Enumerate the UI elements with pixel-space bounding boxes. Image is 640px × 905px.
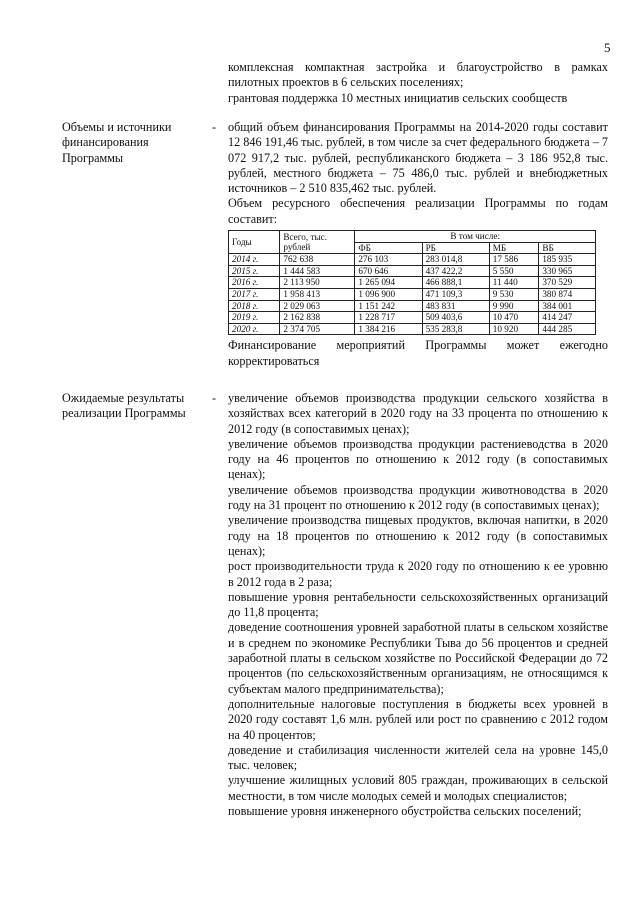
funding-content — [228, 120, 608, 369]
result-item: увеличение объемов производства продукции растениеводства в 2020 году на 46 процентов по отношению к 2012 году (в сопоставимых ценах); — [228, 436, 608, 482]
cell-total: 2 113 950 — [280, 277, 355, 289]
funding-paragraph: общий объем финансирования Программы на 2014-2020 годы составит 12 846 191,46 тыс. рублей, в том числе за счет федерального бюджета – 7 072 917,2 тыс. рублей, республиканского бюджета – 3 186 952,8 тыс. рублей, местного бюджета – 75 486,0 тыс. рублей и внебюджетных источников – 2 510 835,462 тыс. рублей. — [228, 120, 608, 196]
cell-fb: 276 103 — [355, 254, 422, 266]
result-item: увеличение объемов производства продукции животноводства в 2020 году на 31 процент по отношению к 2012 году (в сопоставимых ценах); — [228, 482, 608, 513]
table-row — [229, 254, 596, 266]
cell-fb: 670 646 — [355, 265, 422, 277]
cell-vb: 444 285 — [539, 323, 596, 335]
cell-mb: 17 586 — [489, 254, 539, 266]
cell-rb: 509 403,6 — [422, 312, 489, 324]
intro-paragraph: грантовая поддержка 10 местных инициатив сельских сообществ — [228, 90, 568, 105]
cell-total: 2 029 063 — [280, 300, 355, 312]
cell-year: 2019 г. — [229, 312, 280, 324]
result-item: доведение соотношения уровней заработной платы в сельском хозяйстве и в среднем по экономике Республики Тыва до 56 процентов и средней заработной платы в сельском хозяйстве по Российской Федерации до 72 процентов (по сельскохозяйственным организациям, не относящимся к субъектам малого предпринимательства); — [228, 620, 608, 696]
result-item: рост производительности труда к 2020 году по отношению к ее уровню в 2012 года в 2 раза; — [228, 559, 608, 589]
table-row — [229, 289, 596, 301]
cell-total: 2 374 705 — [280, 323, 355, 335]
cell-year: 2017 г. — [229, 289, 280, 301]
cell-fb: 1 096 900 — [355, 289, 422, 301]
funding-table — [228, 230, 596, 335]
table-row — [229, 265, 596, 277]
result-item: улучшение жилищных условий 805 граждан, проживающих в сельской местности, в том числе молодых семей и молодых специалистов; — [228, 773, 608, 803]
cell-year: 2014 г. — [229, 254, 280, 266]
page-number: 5 — [604, 40, 611, 55]
cell-year: 2016 г. — [229, 277, 280, 289]
cell-vb: 185 935 — [539, 254, 596, 266]
header-rb: РБ — [422, 242, 489, 254]
header-years: Годы — [229, 231, 280, 254]
cell-total: 762 638 — [280, 254, 355, 266]
results-label: Ожидаемые результаты реализации Программы — [62, 391, 186, 421]
result-item: увеличение производства пищевых продуктов, включая напитки, в 2020 году на 18 процентов по отношению к 2012 году (в сопоставимых ценах); — [228, 513, 608, 558]
table-row — [229, 323, 596, 335]
cell-vb: 380 874 — [539, 289, 596, 301]
cell-vb: 330 965 — [539, 265, 596, 277]
cell-rb: 535 283,8 — [422, 323, 489, 335]
cell-total: 2 162 838 — [280, 312, 355, 324]
table-row — [229, 300, 596, 312]
result-item: увеличение объемов производства продукции сельского хозяйства в хозяйствах всех категорий в 2020 году на 33 процента по отношению к 2012 году (в сопоставимых ценах); — [228, 391, 608, 436]
header-mb: МБ — [489, 242, 539, 254]
cell-rb: 283 014,8 — [422, 254, 489, 266]
funding-label: Объемы и источники финансирования Программы — [62, 120, 172, 165]
intro-paragraph: комплексная компактная застройка и благоустройство в рамках пилотных проектов в 6 сельских поселениях; — [228, 60, 608, 90]
table-row — [229, 277, 596, 289]
funding-note: Финансирование мероприятий Программы может ежегодно корректироваться — [228, 338, 608, 368]
cell-mb: 5 550 — [489, 265, 539, 277]
result-item: повышение уровня инженерного обустройства сельских поселений; — [228, 804, 582, 819]
results-dash: - — [212, 391, 217, 405]
funding-dash: - — [212, 120, 217, 134]
cell-rb: 471 109,3 — [422, 289, 489, 301]
cell-mb: 9 990 — [489, 300, 539, 312]
cell-mb: 9 530 — [489, 289, 539, 301]
cell-year: 2015 г. — [229, 265, 280, 277]
cell-mb: 11 440 — [489, 277, 539, 289]
cell-rb: 483 831 — [422, 300, 489, 312]
result-item: дополнительные налоговые поступления в бюджеты всех уровней в 2020 году составят 1,6 млн. рублей или рост по сравнению с 2012 годом на 40 процентов; — [228, 696, 608, 742]
cell-year: 2018 г. — [229, 300, 280, 312]
cell-fb: 1 151 242 — [355, 300, 422, 312]
result-item: повышение уровня рентабельности сельскохозяйственных организаций до 11,8 процента; — [228, 589, 608, 620]
header-group: В том числе: — [355, 231, 596, 243]
header-fb: ФБ — [355, 242, 422, 254]
cell-rb: 437 422,2 — [422, 265, 489, 277]
cell-fb: 1 228 717 — [355, 312, 422, 324]
table-row — [229, 312, 596, 324]
cell-fb: 1 265 094 — [355, 277, 422, 289]
cell-vb: 384 001 — [539, 300, 596, 312]
funding-paragraph: Объем ресурсного обеспечения реализации Программы по годам составит: — [228, 196, 608, 226]
header-vb: ВБ — [539, 242, 596, 254]
cell-total: 1 958 413 — [280, 289, 355, 301]
cell-vb: 414 247 — [539, 312, 596, 324]
intro-content — [228, 60, 608, 106]
cell-mb: 10 470 — [489, 312, 539, 324]
cell-rb: 466 888,1 — [422, 277, 489, 289]
cell-mb: 10 920 — [489, 323, 539, 335]
cell-vb: 370 529 — [539, 277, 596, 289]
result-item: доведение и стабилизация численности жителей села на уровне 145,0 тыс. человек; — [228, 742, 608, 773]
cell-total: 1 444 583 — [280, 265, 355, 277]
header-total: Всего, тыс. рублей — [280, 231, 355, 254]
cell-year: 2020 г. — [229, 323, 280, 335]
results-content — [228, 391, 608, 819]
cell-fb: 1 384 216 — [355, 323, 422, 335]
